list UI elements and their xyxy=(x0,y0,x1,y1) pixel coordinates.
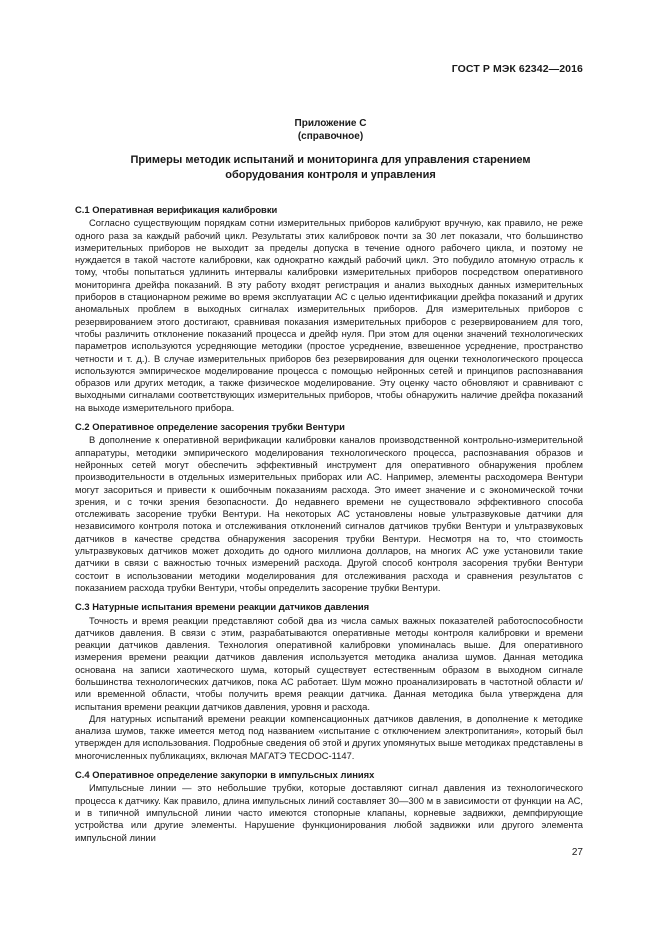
annex-status: (справочное) xyxy=(297,131,364,142)
section-heading: С.1 Оперативная верификация калибровки xyxy=(75,204,278,215)
section-c4 xyxy=(75,769,583,844)
section-heading: С.3 Натурные испытания времени реакции датчиков давления xyxy=(75,601,370,613)
section-paragraph: В дополнение к оперативной верификации калибровки каналов производственной контрольно-измерительной аппаратуры, методики эмпирического моделирования технологического процесса, распознавания образов и нейронных сетей могут обеспечить эффективный инструмент для оперативного обнаружения проблем производительности в отдельных измерительных приборах или АС. Например, элементы расходомера Вентури могут засориться и привести к ошибочным показаниям расхода. Это имеет значение и с экономической точки зрения, и с точки зрения безопасности. До недавнего времени не существовало эффективного способа отслеживать засорение трубки Вентури. На некоторых АС установлены новые ультразвуковые датчики для независимого контроля потока и отслеживания отклонений сигналов датчиков трубки Вентури и ультразвуковых датчиков в качестве средства обнаружения засорения трубки Вентури. Несмотря на то, что стоимость ультразвуковых датчиков может доходить до одного миллиона долларов, на многих АС уже установили такие датчики в связи с важностью точных измерений расхода. Другой способ контроля засорения трубки Вентури состоит в использовании методики моделирования для отслеживания расхода и сравнения результатов с показанием расхода трубки Вентури, чтобы определить засорение трубки Вентури. xyxy=(75,434,583,593)
annex-title: Приложение С xyxy=(294,118,367,129)
section-paragraph: Для натурных испытаний времени реакции компенсационных датчиков давления, в дополнение к методике анализа шумов, также имеется метод под названием «испытание с отключением электропитания», который был утвержден для использования. Подробные сведения об этой и других упомянутых выше методиках представлены в многочисленных публикациях, включая МАГАТЭ TECDOC-1147. xyxy=(75,712,583,761)
document-title-line-1: Примеры методик испытаний и мониторинга для управления старением xyxy=(130,154,531,166)
section-paragraph: Точность и время реакции представляют собой два из числа самых важных показателей работоспособности датчиков давления. В связи с этим, разрабатываются оперативные методы контроля калибровки и времени реакции датчиков давления. Технология оперативной калибровки упоминалась выше. Для оперативного измерения времени реакции датчиков давления используется методика анализа шумов. Данная методика основана на записи хаотического шума, который существует естественным образом в выходном сигнале большинства технологических датчиков, пока АС работает. Шум можно проанализировать в частотной области и/или временной области, чтобы получить время реакции датчика. Данная методика была утверждена для испытания времени реакции датчиков давления, уровня и расхода. xyxy=(75,614,583,712)
section-heading: С.2 Оперативное определение засорения трубки Вентури xyxy=(75,421,345,433)
section-paragraph: Согласно существующим порядкам сотни измерительных приборов калибруют вручную, как правило, не реже одного раза за каждый рабочий цикл. Результаты этих калибровок почти за 30 лет показали, что большинство измерительных приборов не выходит за пределы допуска в течение одного рабочего цикла, и поэтому не нуждается в такой частоте калибровки, как однократно каждый рабочий цикл. Это побудило атомную отрасль к тому, чтобы попытаться удлинить интервалы калибровки измерительных приборов посредством оперативного мониторинга дрейфа показаний. В эту работу входят регистрация и анализ выходных данных измерительных приборов в стационарном режиме во время эксплуатации АС с целью идентификации дрейфа показаний и других аномальных проблем в выходных сигналах измерительных приборов. Для измерительных приборов с резервированием этого достигают, сравнивая показания измерительных приборов с резервированием для того, чтобы различить отклонение показаний процесса и дрейф нуля. При этом для оценки значений технологических параметров используются усредняющие методики (простое усреднение, взвешенное усреднение, пространство четности и т. д.). В случае измерительных приборов без резервирования для оценки технологического процесса используются эмпирическое моделирование процесса с помощью нейронных сетей и принципов распознавания образов или других методик, а также физическое моделирование. Эту оценку часто обновляют и сравнивают с выходными сигналами соответствующих измерительных приборов, чтобы обнаружить наличие дрейфа показаний на выходе измерительного прибора. xyxy=(75,217,583,413)
section-c2 xyxy=(75,421,583,594)
section-c1 xyxy=(75,204,583,414)
section-paragraph: Импульсные линии — это небольшие трубки, которые доставляют сигнал давления из технологического процесса к датчику. Как правило, длина импульсных линий составляет 30—300 м в зависимости от функции на АС, и в типичной импульсной линии часто имеются стопорные клапаны, корневые задвижки, демпфирующие устройства или другие элементы. Нарушение функционирования любой задвижки или другого элемента импульсной линии xyxy=(75,782,583,843)
section-heading: С.4 Оперативное определение закупорки в импульсных линиях xyxy=(75,769,375,781)
document-title-line-2: оборудования контроля и управления xyxy=(225,169,436,181)
document-body xyxy=(75,204,583,851)
document-title xyxy=(70,153,591,183)
standard-code-header: ГОСТ Р МЭК 62342—2016 xyxy=(451,63,583,75)
page-number: 27 xyxy=(571,847,583,858)
annex-label xyxy=(0,117,661,143)
section-c3 xyxy=(75,601,583,762)
